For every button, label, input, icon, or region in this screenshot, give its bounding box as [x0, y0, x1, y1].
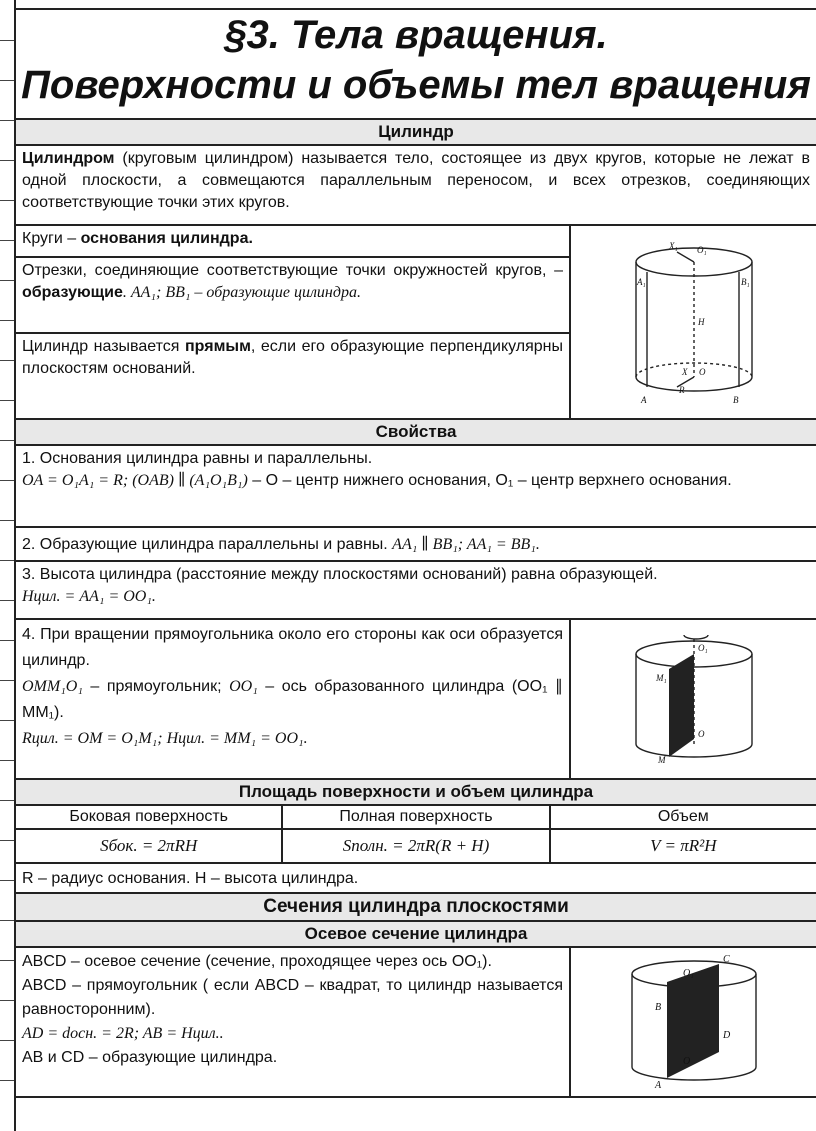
p2-a: 2. Образующие цилиндра параллельны и равны.: [22, 536, 393, 553]
title-line-2: Поверхности и объемы тел вращения: [21, 63, 811, 107]
label-o1: O₁: [697, 643, 708, 653]
rectangle-shaded: [669, 654, 694, 757]
axial-section-shaded: [667, 964, 719, 1078]
property-4: [16, 620, 816, 780]
label-a: A: [654, 1080, 661, 1091]
gen-c: . AA₁; BB₁ – образующие цилиндра.: [122, 284, 361, 301]
label-o1: O₁: [682, 968, 694, 979]
area-table: [16, 806, 816, 864]
bases-a: Круги –: [22, 230, 81, 247]
p4-e: – ось образованного цилиндра (OO₁ ∥ MM₁).: [22, 678, 563, 721]
label-r: R: [678, 385, 684, 395]
area-note: R – радиус основания. H – высота цилиндра.: [16, 864, 816, 894]
p4-d: OO₁: [229, 678, 258, 695]
s2: ABCD – прямоугольник ( если ABCD – квадрат, то цилиндр называется равносторонним).: [22, 977, 563, 1018]
rotation-figure: [569, 620, 816, 778]
label-o: O: [682, 1056, 690, 1067]
formula-volume: V = πR²H: [650, 836, 717, 855]
label-x: X: [681, 367, 687, 377]
gen-a: Отрезки, соединяющие соответствующие точки окружностей кругов, –: [22, 262, 563, 279]
label-h: H: [697, 317, 704, 327]
label-a: A: [640, 395, 646, 405]
area-header: Площадь поверхности и объем цилиндра: [16, 780, 816, 806]
cylinder-def-text: (круговым цилиндром) называется тело, состоящее из двух кругов, которые не лежат в одной плоскости, а совмещаются параллельным переносом, и всех отрезков, соединяющих соответствующие точки этих кругов.: [22, 150, 810, 211]
label-d: D: [722, 1030, 730, 1041]
right-a: Цилиндр называется: [22, 338, 185, 355]
content-table: [14, 118, 816, 1098]
label-c: C: [722, 954, 730, 965]
s3: AD = dосн. = 2R; AB = Hцил..: [22, 1025, 224, 1042]
page-title: [16, 10, 816, 110]
p4-a: 4. При вращении прямоугольника около его стороны как оси образуется цилиндр.: [22, 626, 563, 669]
label-a1: A₁: [636, 277, 646, 287]
cylinder-def-term: Цилиндром: [22, 150, 115, 167]
cylinder-definition: [16, 146, 816, 226]
p4-c: – прямоугольник;: [82, 678, 230, 695]
p1-a: 1. Основания цилиндра равны и параллельны.: [22, 450, 373, 467]
p2-b: AA₁ ∥ BB₁; AA₁ = BB₁.: [392, 536, 540, 553]
property-3: [16, 562, 816, 620]
label-b1: B₁: [740, 277, 750, 287]
right-c: , если его образующие перпендикулярны плоскостям оснований.: [22, 338, 564, 377]
col-volume: Объем: [551, 806, 816, 830]
label-x1: X₁: [668, 241, 678, 251]
p1-c: – O – центр нижнего основания, O₁ – центр верхнего основания.: [247, 472, 732, 489]
label-b: B: [732, 395, 738, 405]
generatrix-text: [16, 258, 569, 334]
label-b: B: [654, 1002, 661, 1013]
formula-lateral: Sбок. = 2πRH: [100, 836, 198, 855]
axial-diagram: [619, 952, 769, 1092]
cylinder-header: Цилиндр: [16, 120, 816, 146]
axial-section: [16, 948, 816, 1096]
properties-header: Свойства: [16, 420, 816, 446]
gen-b: образующие: [22, 284, 123, 301]
cylinder-diagram: [619, 237, 769, 407]
col-total: Полная поверхность: [283, 806, 548, 830]
cylinder-parts: [16, 226, 816, 420]
bases-b: основания цилиндра.: [80, 230, 253, 247]
property-1: [16, 446, 816, 528]
axial-section-header: Осевое сечение цилиндра: [16, 922, 816, 948]
col-lateral: Боковая поверхность: [16, 806, 281, 830]
right-cylinder-text: [16, 334, 569, 382]
label-o: O: [698, 367, 705, 377]
sections-header: Сечения цилиндра плоскостями: [16, 894, 816, 922]
p4-b: OMM₁O₁: [22, 678, 83, 695]
formula-total: Sполн. = 2πR(R + H): [342, 836, 490, 855]
p3-a: 3. Высота цилиндра (расстояние между плоскостями оснований) равна образующей.: [22, 566, 658, 583]
right-b: прямым: [185, 338, 251, 355]
label-o1: O₁: [696, 245, 707, 255]
cylinder-figure: [569, 226, 816, 418]
axial-figure: [569, 948, 816, 1096]
label-m1: M₁: [655, 673, 667, 683]
title-line-1: §3. Тела вращения.: [224, 13, 608, 57]
rotation-diagram: [624, 629, 764, 769]
p3-b: Hцил. = AA₁ = OO₁.: [22, 588, 156, 605]
label-o: O: [697, 729, 704, 739]
p4-f: Rцил. = OM = O₁M₁; Hцил. = MM₁ = OO₁.: [22, 730, 308, 747]
label-m: M: [657, 755, 665, 765]
s1: ABCD – осевое сечение (сечение, проходящее через ось OO₁).: [22, 953, 492, 970]
s4: AB и CD – образующие цилиндра.: [22, 1049, 278, 1066]
property-2: [16, 528, 816, 562]
bases-text: [16, 226, 569, 258]
page-top-edge: [14, 0, 816, 10]
p1-b: OA = O₁A₁ = R; (OAB) ∥ (A₁O₁B₁): [22, 472, 248, 489]
